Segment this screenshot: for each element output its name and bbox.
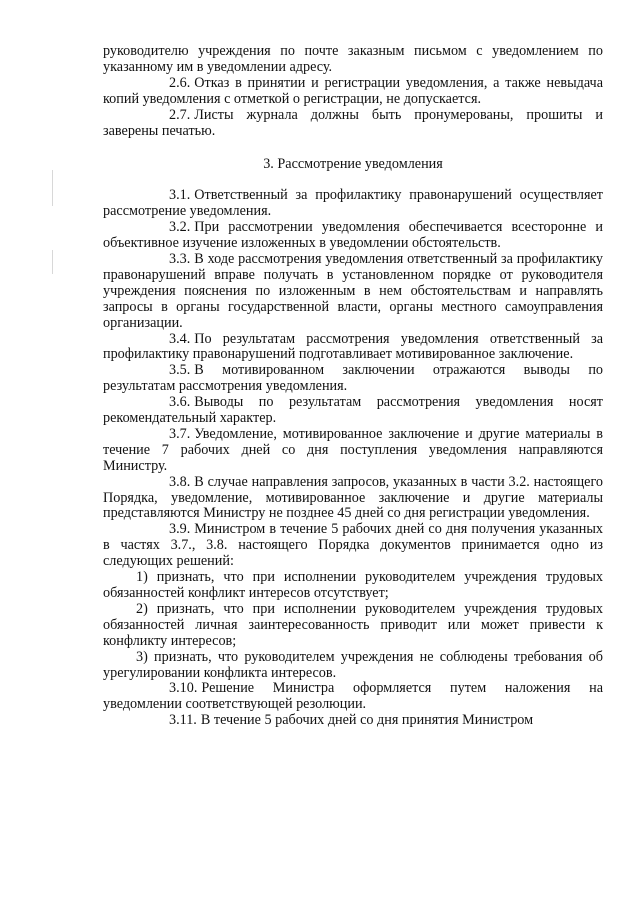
clause-2-7: [103, 108, 603, 140]
clause-number: 3.6.: [169, 394, 191, 411]
clause-3-10: [103, 681, 603, 713]
clause-3-8: [103, 475, 603, 523]
clause-text: Выводы по результатам рассмотрения уведомления носят рекомендательный характер.: [103, 394, 603, 427]
scan-margin-mark: [52, 250, 53, 274]
clause-3-7: [103, 427, 603, 475]
clause-text: В ходе рассмотрения уведомления ответственный за профилактику правонарушений вправе получать в установленном порядке от руководителя учреждения пояснения по изложенным в нем обстоятельствам и направлять запросы в органы государственной власти, органы местного самоуправления организации.: [103, 250, 603, 331]
clause-2-6: [103, 76, 603, 108]
clause-text: Листы журнала должны быть пронумерованы, прошиты и заверены печатью.: [103, 106, 603, 139]
clause-text: Министром в течение 5 рабочих дней со дня получения указанных в частях 3.7., 3.8. настоящего Порядка документов принимается одно из следующих решений:: [103, 521, 603, 570]
clause-3-4: [103, 332, 603, 364]
clause-number: 2.7.: [169, 106, 191, 123]
clause-3-2: [103, 220, 603, 252]
decision-item: 2) признать, что при исполнении руководителем учреждения трудовых обязанностей личная заинтересованность приводит или может привести к конфликту интересов;: [103, 600, 603, 649]
clause-text: При рассмотрении уведомления обеспечивается всесторонне и объективное изучение изложенных в уведомлении обстоятельств.: [103, 219, 603, 252]
clause-3-3: [103, 252, 603, 332]
decision-item: 3) признать, что руководителем учреждения не соблюдены требования об урегулировании конфликта интересов.: [103, 648, 603, 681]
clause-text: В течение 5 рабочих дней со дня принятия Министром: [200, 712, 534, 729]
clause-text: Уведомление, мотивированное заключение и другие материалы в течение 7 рабочих дней со дня поступления уведомления направляются Министру.: [103, 425, 603, 474]
clause-text: Отказ в принятии и регистрации уведомления, а также невыдача копий уведомления с отметкой о регистрации, не допускается.: [103, 74, 603, 107]
clause-text: Ответственный за профилактику правонарушений осуществляет рассмотрение уведомления.: [103, 187, 603, 220]
clause-number: 3.11.: [169, 712, 197, 729]
paragraph-continuation: руководителю учреждения по почте заказным письмом с уведомлением по указанному им в уведомлении адресу.: [103, 43, 603, 75]
document-body: [103, 44, 603, 729]
clause-text: Решение Министра оформляется путем наложения на уведомлении соответствующей резолюции.: [103, 680, 603, 713]
scan-margin-mark: [52, 170, 53, 206]
clause-3-6: [103, 395, 603, 427]
clause-text: По результатам рассмотрения уведомления ответственный за профилактику правонарушений подготавливает мотивированное заключение.: [103, 330, 603, 363]
clause-number: 3.3.: [169, 250, 191, 267]
clause-3-9: [103, 522, 603, 570]
clause-number: 3.4.: [169, 330, 191, 347]
clause-text: В мотивированном заключении отражаются выводы по результатам рассмотрения уведомления.: [103, 362, 603, 395]
clause-number: 3.1.: [169, 187, 191, 204]
section-title: 3. Рассмотрение уведомления: [263, 156, 443, 173]
clause-number: 3.8.: [169, 473, 191, 490]
clause-number: 3.5.: [169, 362, 191, 379]
clause-3-11: [103, 713, 603, 729]
clause-number: 3.2.: [169, 219, 191, 236]
clause-3-5: [103, 363, 603, 395]
clause-number: 2.6.: [169, 74, 191, 91]
clause-number: 3.10.: [169, 680, 198, 697]
clause-number: 3.7.: [169, 425, 191, 442]
clause-text: В случае направления запросов, указанных в части 3.2. настоящего Порядка, уведомление, мотивированное заключение и другие материалы представляются Министру не позднее 45 дней со дня регистрации уведомления.: [103, 473, 603, 522]
clause-3-1: [103, 188, 603, 220]
clause-number: 3.9.: [169, 521, 191, 538]
decision-item: 1) признать, что при исполнении руководителем учреждения трудовых обязанностей конфликт интересов отсутствует;: [103, 569, 603, 601]
